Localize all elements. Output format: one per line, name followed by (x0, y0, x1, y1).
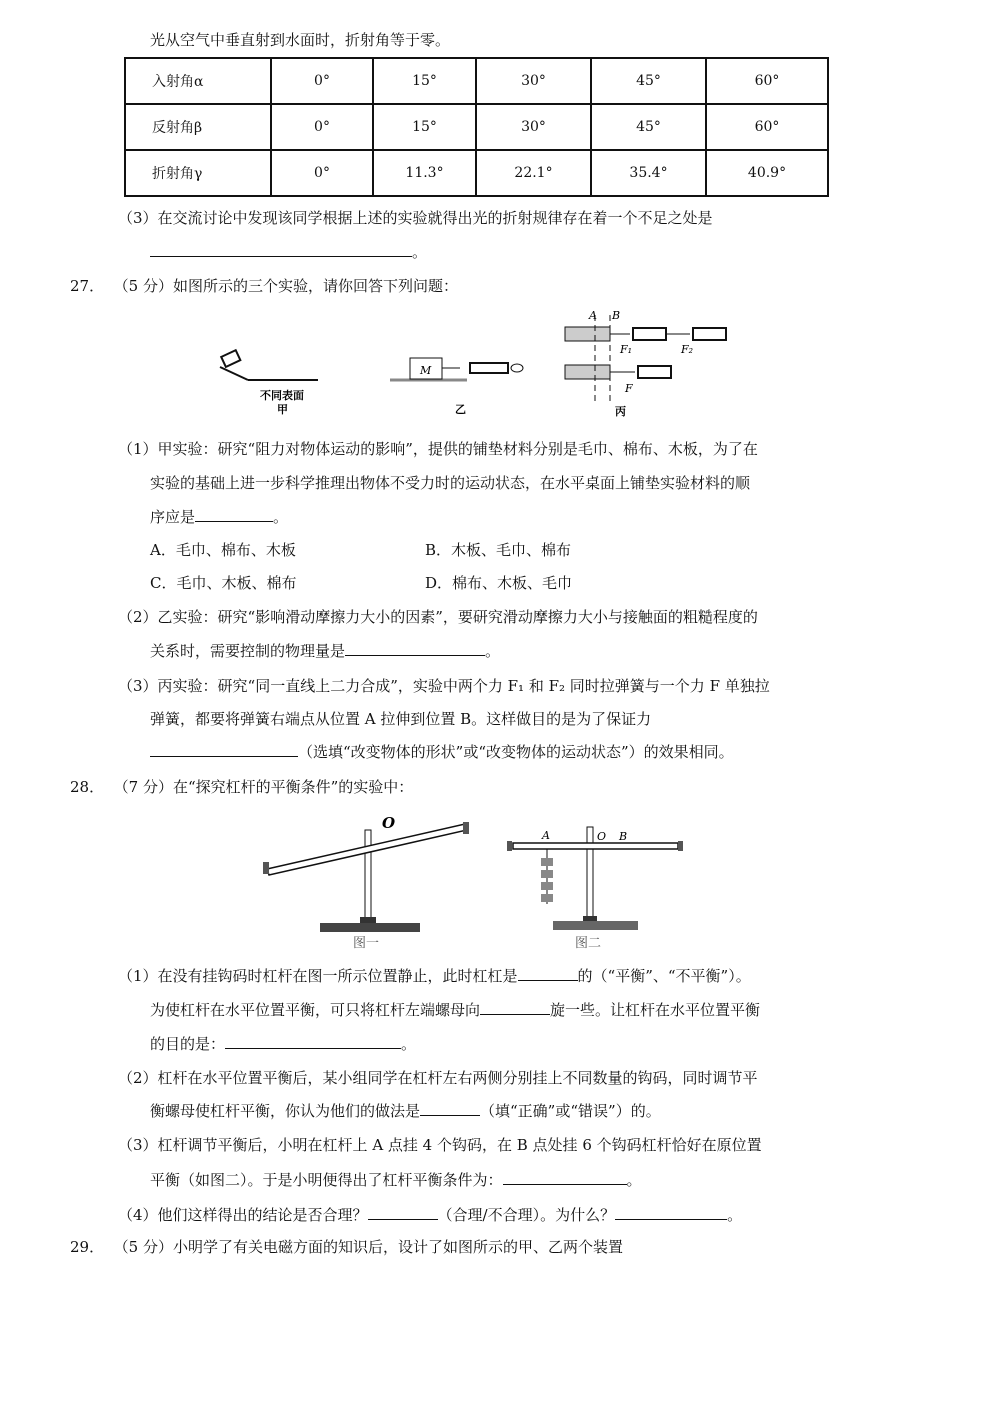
table-cell: 60° (706, 104, 828, 150)
table-cell: 15° (373, 104, 476, 150)
svg-text:F: F (625, 382, 633, 395)
table-row (125, 104, 828, 150)
table-row (125, 150, 828, 196)
table-cell: 30° (476, 104, 591, 150)
fig-1 (263, 814, 469, 951)
row-header: 折射角γ (125, 150, 271, 196)
option-c: C．毛巾、木板、棉布 (150, 574, 297, 592)
fig-jia (220, 350, 318, 416)
intro-line: 光从空气中垂直射到水面时，折射角等于零。 (150, 31, 451, 49)
svg-text:F₁: F₁ (620, 343, 633, 356)
q27-1-line1: （1）甲实验：研究“阻力对物体运动的影响”，提供的铺垫材料分别是毛巾、棉布、木板，为了在 (118, 440, 758, 458)
q28-3-line2: 平衡（如图二）。于是小明便得出了杠杆平衡条件为： 。 (150, 1171, 642, 1189)
svg-text:B: B (612, 309, 621, 322)
q28-2-line2: 衡螺母使杠杆平衡，你认为他们的做法是 （填“正确”或“错误”）的。 (150, 1102, 661, 1120)
svg-text:B: B (619, 830, 628, 843)
option-b: B．木板、毛巾、棉布 (425, 541, 572, 559)
fig-yi (390, 358, 523, 416)
row-header: 入射角α (125, 58, 271, 104)
row-header: 反射角β (125, 104, 271, 150)
q27-3-line3: （选填“改变物体的形状”或“改变物体的运动状态”）的效果相同。 (150, 742, 734, 762)
q27-stem: 27． （5 分）如图所示的三个实验，请你回答下列问题： (70, 277, 458, 295)
q28-figure (255, 812, 695, 954)
q28-stem: 28． （7 分）在“探究杠杆的平衡条件”的实验中： (70, 778, 414, 796)
q28-3-line1: （3）杠杆调节平衡后，小明在杠杆上 A 点挂 4 个钩码，在 B 点处挂 6 个钩码杠杆恰好在原位置 (118, 1136, 762, 1154)
q26-3: （3）在交流讨论中发现该同学根据上述的实验就得出光的折射规律存在着一个不足之处是 (118, 209, 713, 227)
table-cell: 30° (476, 58, 591, 104)
table-cell: 40.9° (706, 150, 828, 196)
q27-figure (215, 305, 735, 423)
q27-1-line3: 序应是 。 (150, 508, 289, 526)
q28-2-line1: （2）杠杆在水平位置平衡后，某小组同学在杠杆左右两侧分别挂上不同数量的钩码，同时调节平 (118, 1069, 758, 1087)
table-cell: 15° (373, 58, 476, 104)
table-cell: 60° (706, 58, 828, 104)
option-d: D．棉布、木板、毛巾 (425, 574, 573, 592)
svg-text:乙: 乙 (455, 403, 466, 416)
svg-text:图二: 图二 (575, 936, 602, 951)
svg-text:A: A (542, 829, 550, 842)
answer-blank[interactable] (480, 1000, 550, 1015)
fig-2 (507, 827, 683, 951)
fig-bing (565, 309, 726, 418)
svg-text:O: O (597, 830, 607, 843)
answer-blank[interactable] (195, 507, 273, 522)
option-a: A．毛巾、棉布、木板 (150, 541, 296, 559)
q28-1-line2: 为使杠杆在水平位置平衡，可只将杠杆左端螺母向 旋一些。让杠杆在水平位置平衡 (150, 1001, 761, 1019)
svg-text:O: O (382, 814, 396, 832)
answer-blank[interactable] (518, 966, 578, 981)
table-row (125, 58, 828, 104)
svg-text:图一: 图一 (353, 936, 380, 951)
q26-3-answer: 。 (150, 242, 427, 262)
table-cell: 22.1° (476, 150, 591, 196)
svg-text:F₂: F₂ (681, 343, 694, 356)
answer-blank[interactable] (345, 641, 485, 656)
table-cell: 35.4° (591, 150, 706, 196)
answer-blank[interactable] (615, 1205, 727, 1220)
answer-blank[interactable] (420, 1101, 480, 1116)
table-cell: 0° (271, 58, 373, 104)
svg-text:不同表面: 不同表面 (260, 389, 304, 402)
angle-table (124, 57, 829, 197)
answer-blank[interactable] (225, 1034, 401, 1049)
svg-text:A: A (589, 309, 597, 322)
q28-1-line3: 的目的是： 。 (150, 1035, 417, 1053)
answer-blank[interactable] (150, 742, 298, 757)
svg-text:甲: 甲 (277, 403, 288, 416)
q28-1-line1: （1）在没有挂钩码时杠杆在图一所示位置静止，此时杠杠是 的（“平衡”、“不平衡”）。 (118, 967, 751, 985)
table-cell: 11.3° (373, 150, 476, 196)
svg-text:M: M (420, 364, 432, 377)
q27-2-line1: （2）乙实验：研究“影响滑动摩擦力大小的因素”，要研究滑动摩擦力大小与接触面的粗糙程度的 (118, 608, 758, 626)
answer-blank[interactable] (503, 1170, 627, 1185)
svg-text:丙: 丙 (615, 405, 626, 418)
q27-2-line2: 关系时，需要控制的物理量是 。 (150, 642, 501, 660)
q27-3-line2: 弹簧，都要将弹簧右端点从位置 A 拉伸到位置 B。这样做目的是为了保证力 (150, 710, 652, 728)
q29-stem: 29． （5 分）小明学了有关电磁方面的知识后，设计了如图所示的甲、乙两个装置 (70, 1238, 623, 1256)
answer-blank[interactable] (368, 1205, 438, 1220)
q27-1-line2: 实验的基础上进一步科学推理出物体不受力时的运动状态，在水平桌面上铺垫实验材料的顺 (150, 474, 751, 492)
q27-3-line1: （3）丙实验：研究“同一直线上二力合成”，实验中两个力 F₁ 和 F₂ 同时拉弹簧与一个力 F 单独拉 (118, 677, 770, 695)
table-cell: 0° (271, 150, 373, 196)
q28-4: （4）他们这样得出的结论是否合理？ （合理/不合理）。为什么？ 。 (118, 1206, 743, 1224)
table-cell: 45° (591, 104, 706, 150)
answer-blank[interactable] (150, 242, 412, 257)
table-cell: 45° (591, 58, 706, 104)
table-cell: 0° (271, 104, 373, 150)
